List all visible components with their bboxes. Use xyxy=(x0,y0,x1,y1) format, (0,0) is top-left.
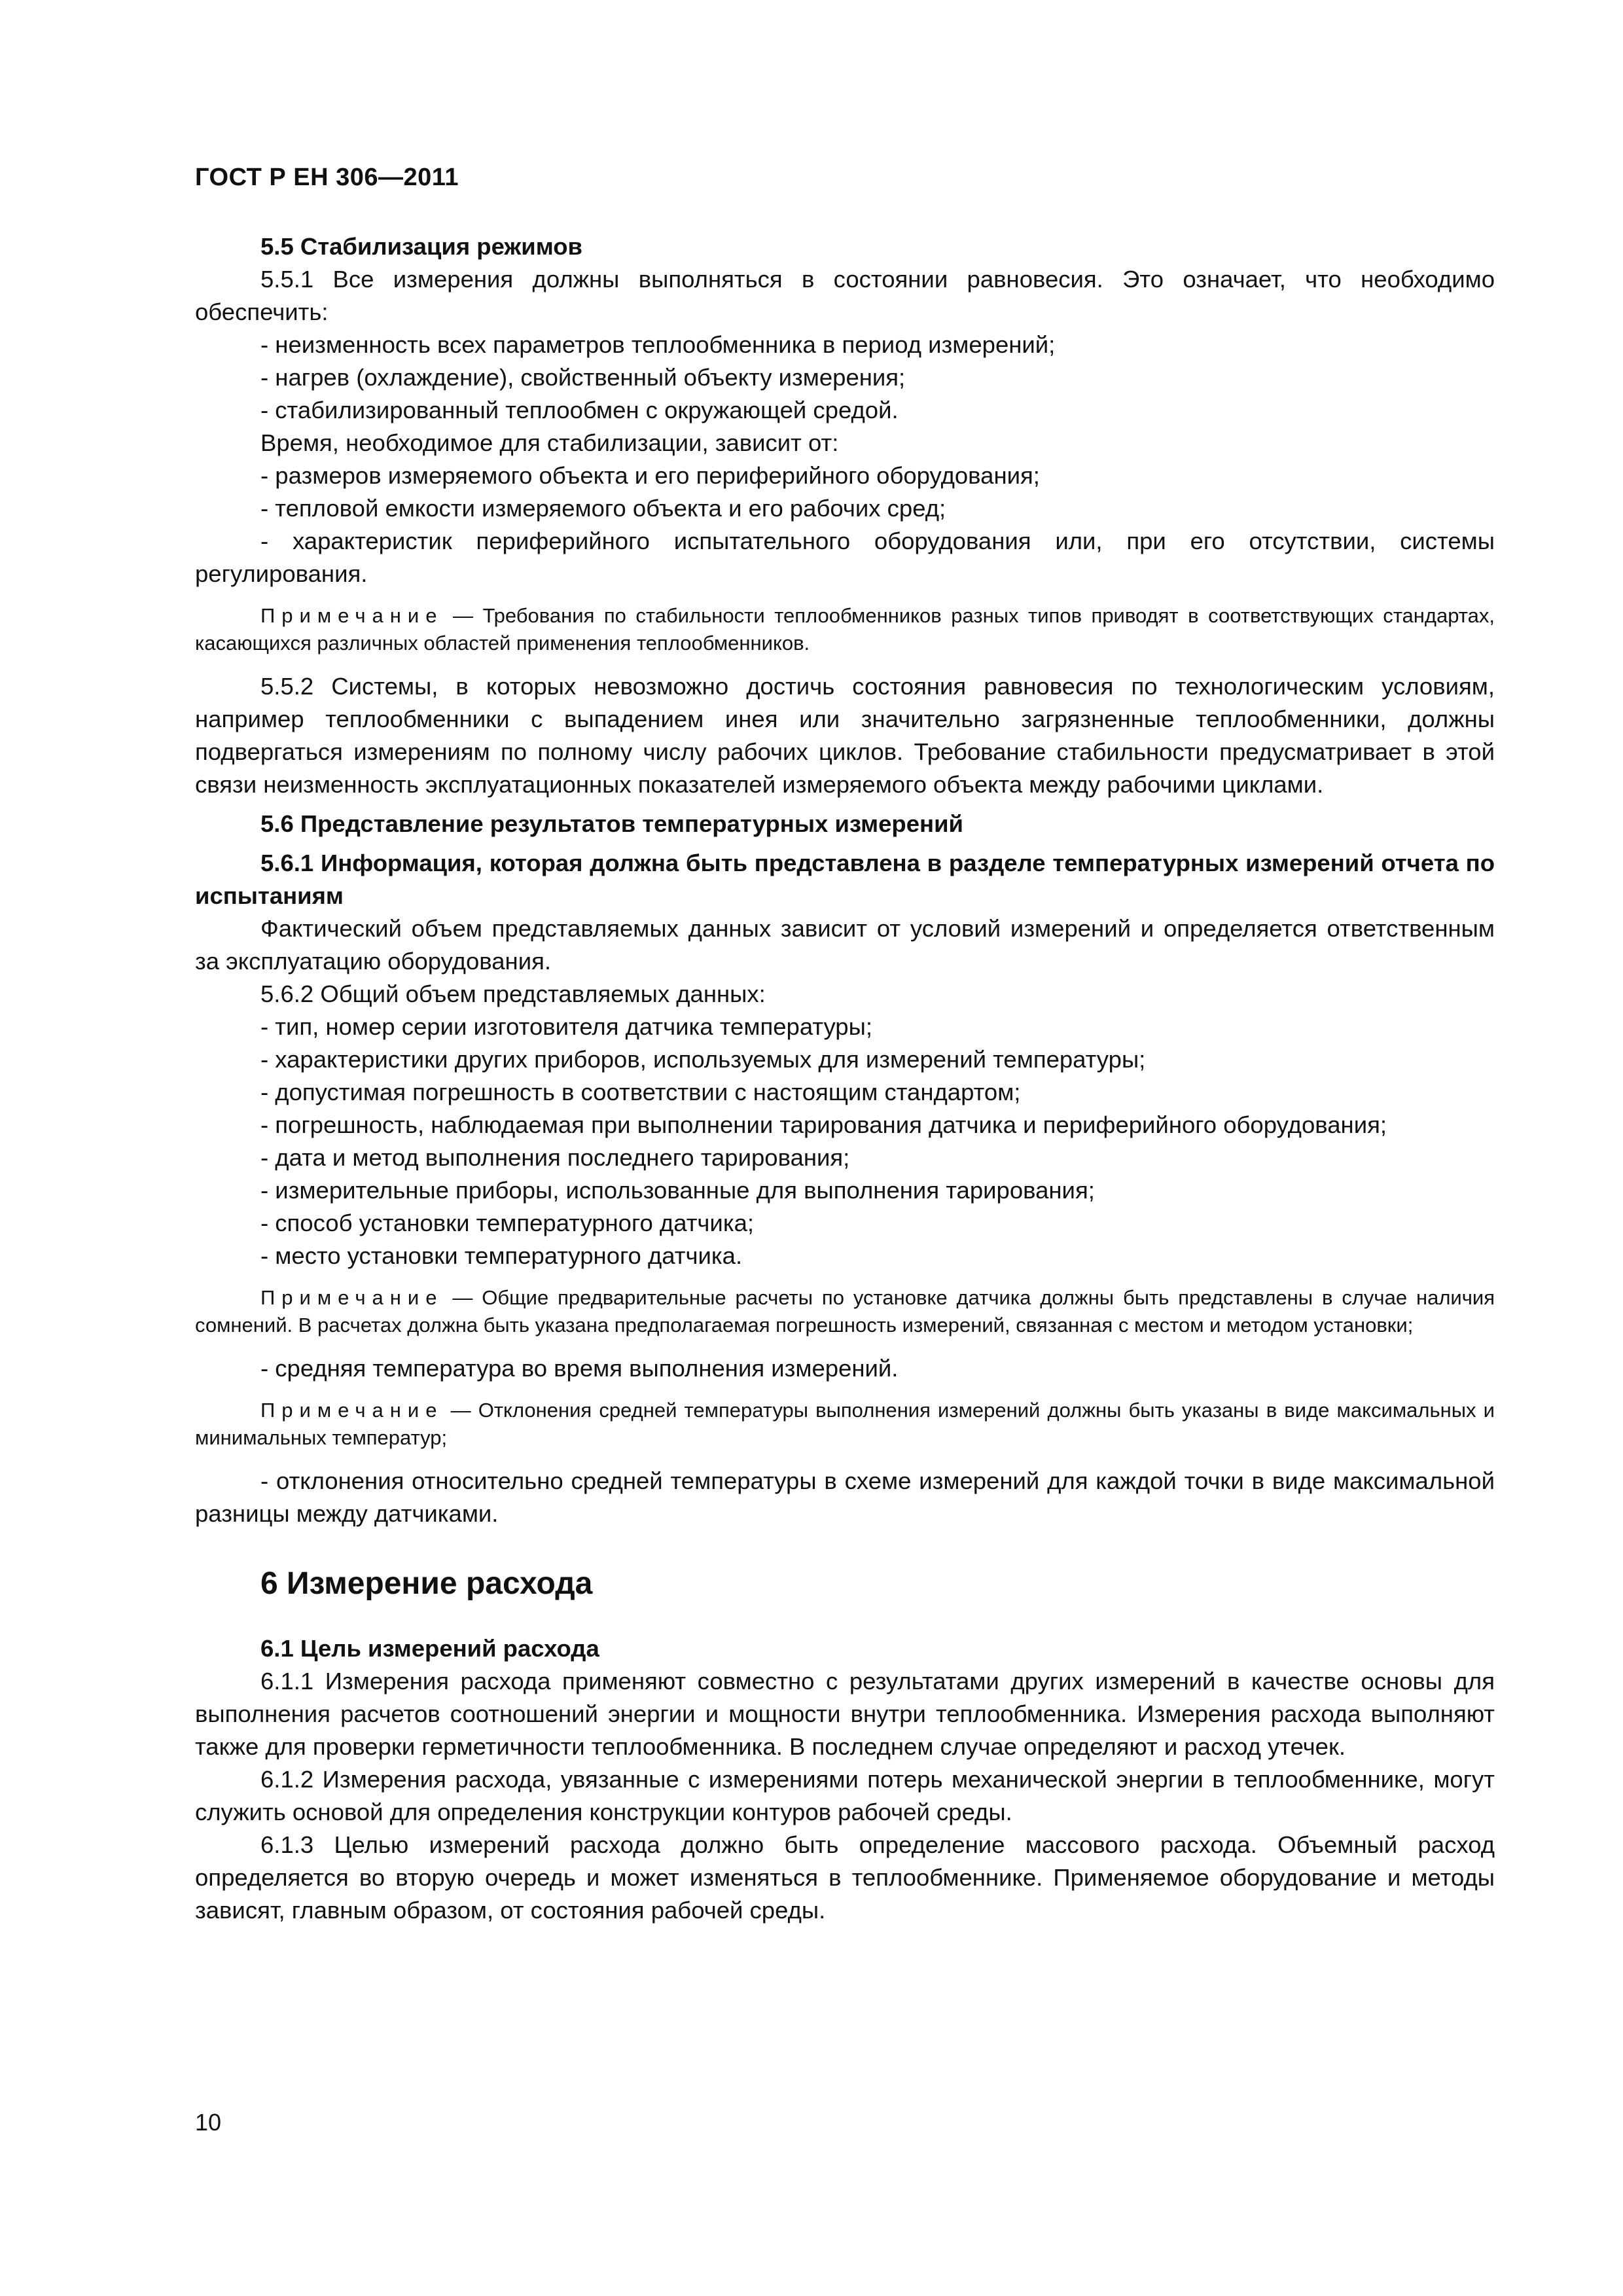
list-item: - стабилизированный теплообмен с окружающей средой. xyxy=(260,397,899,423)
list-item: - погрешность, наблюдаемая при выполнении тарирования датчика и периферийного оборудования; xyxy=(260,1111,1387,1138)
page-content xyxy=(195,230,1495,1927)
list-item: - измерительные приборы, использованные для выполнения тарирования; xyxy=(260,1177,1095,1204)
paragraph-5-5-1: 5.5.1 Все измерения должны выполняться в состоянии равновесия. Это означает, что необходимо обеспечить: xyxy=(195,266,1495,325)
standard-header: ГОСТ Р ЕН 306—2011 xyxy=(195,164,459,191)
note-5-6-deviation xyxy=(195,1397,1495,1452)
note-text: — Общие предварительные расчеты по установке датчика должны быть представлены в случае наличия сомнений. В расчетах должна быть указана предполагаемая погрешность измерений, связанная с местом и методом установки; xyxy=(195,1286,1495,1336)
note-text: — Отклонения средней температуры выполнения измерений должны быть указаны в виде максимальных и минимальных температур; xyxy=(195,1399,1495,1449)
list-item: - характеристики других приборов, используемых для измерений температуры; xyxy=(260,1046,1146,1073)
paragraph-stabilization-time: Время, необходимое для стабилизации, зависит от: xyxy=(260,429,839,456)
list-item: - характеристик периферийного испытательного оборудования или, при его отсутствии, системы регулирования. xyxy=(195,528,1495,587)
section-6-1-heading: 6.1 Цель измерений расхода xyxy=(260,1635,599,1662)
paragraph-5-5-2: 5.5.2 Системы, в которых невозможно достичь состояния равновесия по технологическим условиям, например теплообменники с выпадением инея или значительно загрязненные теплообменники, должны подвергаться измерениям по полному числу рабочих циклов. Требование стабильности предусматривает в этой связи неизменность эксплуатационных показателей измеряемого объекта между рабочими циклами. xyxy=(195,673,1495,798)
list-item: - размеров измеряемого объекта и его периферийного оборудования; xyxy=(260,462,1040,489)
paragraph-6-1-1: 6.1.1 Измерения расхода применяют совместно с результатами других измерений в качестве основы для выполнения расчетов соотношений энергии и мощности внутри теплообменника. Измерения расхода выполняют также для проверки герметичности теплообменника. В последнем случае определяют и расход утечек. xyxy=(195,1668,1495,1760)
list-item: - неизменность всех параметров теплообменника в период измерений; xyxy=(260,331,1056,358)
note-label: Примечание xyxy=(260,604,444,627)
paragraph-5-6-2: 5.6.2 Общий объем представляемых данных: xyxy=(260,980,766,1007)
list-item: - место установки температурного датчика. xyxy=(260,1242,743,1269)
paragraph-6-1-2: 6.1.2 Измерения расхода, увязанные с измерениями потерь механической энергии в теплообменнике, могут служить основой для определения конструкции контуров рабочей среды. xyxy=(195,1766,1495,1825)
note-label: Примечание xyxy=(260,1399,444,1422)
list-item: - нагрев (охлаждение), свойственный объекту измерения; xyxy=(260,364,906,391)
list-item: - отклонения относительно средней температуры в схеме измерений для каждой точки в виде максимальной разницы между датчиками. xyxy=(195,1467,1495,1527)
page-number: 10 xyxy=(195,2109,222,2136)
note-label: Примечание xyxy=(260,1286,444,1309)
list-item: - тепловой емкости измеряемого объекта и его рабочих сред; xyxy=(260,495,946,522)
note-5-6-installation xyxy=(195,1284,1495,1339)
list-item: - тип, номер серии изготовителя датчика температуры; xyxy=(260,1013,872,1040)
list-item: - допустимая погрешность в соответствии с настоящим стандартом; xyxy=(260,1079,1021,1105)
note-5-5-1 xyxy=(195,602,1495,657)
section-5-5-heading: 5.5 Стабилизация режимов xyxy=(260,233,582,260)
list-item: - способ установки температурного датчика; xyxy=(260,1210,755,1236)
section-5-6-heading: 5.6 Представление результатов температурных измерений xyxy=(260,810,963,837)
paragraph-6-1-3: 6.1.3 Целью измерений расхода должно быть определение массового расхода. Объемный расход определяется во вторую очередь и может изменяться в теплообменнике. Применяемое оборудование и методы зависят, главным образом, от состояния рабочей среды. xyxy=(195,1831,1495,1924)
subsection-5-6-1-heading: 5.6.1 Информация, которая должна быть представлена в разделе температурных измерений отчета по испытаниям xyxy=(195,850,1495,909)
note-text: — Требования по стабильности теплообменников разных типов приводят в соответствующих стандартах, касающихся различных областей применения теплообменников. xyxy=(195,604,1495,655)
paragraph-5-6-1: Фактический объем представляемых данных зависит от условий измерений и определяется ответственным за эксплуатацию оборудования. xyxy=(195,915,1495,975)
section-6-heading: 6 Измерение расхода xyxy=(260,1566,593,1601)
list-item: - средняя температура во время выполнения измерений. xyxy=(260,1355,899,1382)
list-item: - дата и метод выполнения последнего тарирования; xyxy=(260,1144,850,1171)
